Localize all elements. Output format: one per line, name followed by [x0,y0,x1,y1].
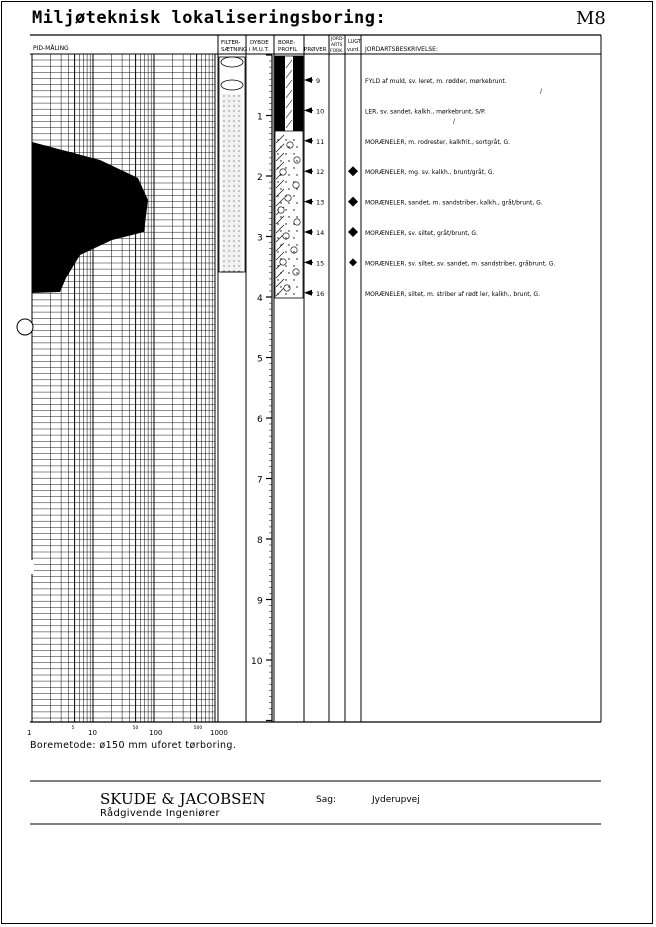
gravel-dot [224,191,225,192]
smell-diamond-icon [348,166,358,176]
gravel-dot [229,166,230,167]
gravel-dot [229,171,230,172]
gravel-dot [239,131,240,132]
stone-icon [278,207,284,213]
sand-dot [285,265,286,266]
sand-dot [293,237,294,238]
gravel-dot [239,141,240,142]
gravel-dot [224,246,225,247]
gravel-dot [229,216,230,217]
sand-dot [296,202,297,203]
gravel-dot [239,111,240,112]
sand-dot [296,272,297,273]
gravel-dot [229,151,230,152]
smell-header-2: vurd. [347,47,360,53]
sand-dot [277,223,278,224]
stone-icon [284,285,290,291]
gravel-dot [224,231,225,232]
gravel-dot [239,241,240,242]
gravel-dot [229,146,230,147]
gravel-dot [224,271,225,272]
gravel-dot [239,101,240,102]
pid-tick-label: 1000 [210,729,228,737]
sample-description: LER, sv. sandet, kalkh., mørkebrunt, S/P. [365,108,486,116]
gravel-dot [234,206,235,207]
sand-dot [277,167,278,168]
gravel-dot [234,221,235,222]
smell-diamond-icon [348,197,358,207]
sand-dot [296,188,297,189]
smell-header-1: LUGT [348,39,361,45]
sample-number: 10 [316,107,325,116]
gravel-dot [224,211,225,212]
gravel-dot [239,136,240,137]
gravel-dot [239,191,240,192]
gravel-dot [229,186,230,187]
gravel-dot [234,186,235,187]
sand-dot [280,230,281,231]
sand-dot [293,209,294,210]
soiltype-header-3: FORK. [330,49,344,54]
gravel-dot [234,111,235,112]
gravel-dot [239,126,240,127]
column-headers [33,36,438,54]
pid-tick-label: 500 [193,726,203,731]
gravel-dot [229,221,230,222]
sand-dot [296,174,297,175]
gravel-dot [239,216,240,217]
sand-dot [285,279,286,280]
sand-dot [288,216,289,217]
sand-dot [285,181,286,182]
gravel-dot [224,156,225,157]
gravel-dot [224,101,225,102]
gravel-dot [239,176,240,177]
sand-dot [277,265,278,266]
stone-icon [293,269,299,275]
sample-description: MORÆNELER, sandet, m. sandstriber, kalkh., gråt/brunt, G. [365,199,543,207]
filter-header-2: SÆTNING [221,47,248,53]
sand-dot [277,293,278,294]
sand-dot [277,153,278,154]
sample-rows [304,77,555,298]
pid-tick-label: 5 [71,726,75,731]
gravel-dot [224,241,225,242]
gravel-dot [224,116,225,117]
gravel-dot [224,106,225,107]
sand-dot [277,181,278,182]
gravel-dot [229,111,230,112]
gravel-dot [224,216,225,217]
gravel-dot [234,131,235,132]
gravel-dot [234,241,235,242]
gravel-dot [239,221,240,222]
gravel-dot [229,191,230,192]
sand-dot [280,188,281,189]
gravel-dot [229,96,230,97]
gravel-dot [229,141,230,142]
sand-dot [280,286,281,287]
gravel-dot [229,256,230,257]
gravel-dot [224,131,225,132]
gravel-dot [239,236,240,237]
gravel-dot [234,246,235,247]
sample-number: 16 [316,289,325,298]
gravel-dot [234,96,235,97]
gravel-dot [239,206,240,207]
depth-header-1: DYBDE [250,40,269,46]
gravel-dot [229,176,230,177]
sand-dot [288,146,289,147]
gravel-dot [224,221,225,222]
sample-number: 14 [316,229,325,237]
gravel-dot [224,261,225,262]
annotation-mark: / [453,118,456,125]
soiltype-header-2: ARTS [331,43,343,48]
sand-dot [280,216,281,217]
gravel-dot [239,116,240,117]
gravel-dot [234,161,235,162]
sand-dot [288,230,289,231]
gravel-dot [234,181,235,182]
gravel-dot [234,191,235,192]
sample-description: MORÆNELER, sv. siltet, gråt/brunt, G. [365,230,478,237]
depth-label: 7 [257,475,263,486]
case-value: Jyderupvej [372,795,420,805]
gravel-dot [239,151,240,152]
gravel-dot [224,141,225,142]
stone-icon [293,182,299,188]
gravel-dot [239,251,240,252]
gravel-dot [239,256,240,257]
sand-dot [277,209,278,210]
gravel-dot [229,206,230,207]
annotation-mark: / [540,88,543,95]
gravel-dot [224,161,225,162]
sand-dot [285,167,286,168]
sand-dot [288,286,289,287]
sample-number: 11 [316,137,325,146]
sand-dot [285,195,286,196]
gravel-dot [234,176,235,177]
gravel-dot [234,121,235,122]
sample-description: MORÆNELER, siltet, m. striber af rødt ler, kalkh., brunt, G. [365,290,540,298]
sand-dot [285,209,286,210]
depth-label: 4 [257,294,263,304]
pid-axis-labels [27,725,228,737]
gravel-dot [239,211,240,212]
stone-icon [294,219,300,225]
sand-dot [296,244,297,245]
pid-header: PID-MÅLING [33,45,69,52]
sand-dot [285,293,286,294]
gravel-dot [224,96,225,97]
gravel-dot [234,226,235,227]
sand-dot [285,223,286,224]
gravel-dot [234,211,235,212]
gravel-dot [239,261,240,262]
depth-label: 1 [257,112,263,123]
gravel-dot [224,146,225,147]
sand-dot [296,286,297,287]
stone-icon [280,169,286,175]
gravel-dot [239,246,240,247]
sand-dot [296,258,297,259]
depth-label: 5 [257,354,263,365]
gravel-dot [234,101,235,102]
gravel-dot [224,136,225,137]
sand-dot [293,251,294,252]
gravel-dot [229,121,230,122]
sand-dot [288,272,289,273]
company-name: SKUDE & JACOBSEN [100,790,266,808]
gravel-dot [224,251,225,252]
gravel-dot [229,116,230,117]
pid-tick-label: 1 [27,729,32,737]
pid-indicator-icon [17,319,33,335]
pid-tick-label: 100 [149,729,163,737]
sample-number: 15 [316,259,325,268]
sample-description: MORÆNELER, sv. siltet, sv. sandet, m. sandstriber, gråbrunt, G. [365,260,556,268]
bore-method: Boremetode: ø150 mm uforet tørboring. [30,740,237,751]
gravel-dot [234,146,235,147]
gravel-dot [234,271,235,272]
gravel-dot [234,201,235,202]
gravel-dot [229,241,230,242]
gravel-dot [234,166,235,167]
gravel-dot [224,126,225,127]
gravel-dot [229,211,230,212]
sand-dot [293,223,294,224]
profile-header-2: PROFIL [278,47,298,53]
gravel-dot [229,261,230,262]
gravel-dot [224,166,225,167]
gravel-dot [234,236,235,237]
gravel-dot [224,151,225,152]
gravel-dot [239,156,240,157]
depth-axis [251,55,272,722]
gravel-dot [239,96,240,97]
stone-icon [287,142,293,148]
profile-header-1: BORE- [278,40,296,46]
filter-cap-icon [221,57,243,67]
gravel-dot [239,166,240,167]
sand-dot [277,237,278,238]
depth-label: 3 [257,233,263,244]
gravel-dot [239,106,240,107]
sand-dot [280,160,281,161]
gravel-dot [229,136,230,137]
sand-dot [296,216,297,217]
sand-dot [296,146,297,147]
filter-cap-icon [221,80,243,90]
gravel-dot [234,171,235,172]
sand-dot [293,195,294,196]
gravel-dot [234,251,235,252]
gravel-dot [239,186,240,187]
gravel-dot [234,196,235,197]
gravel-dot [229,131,230,132]
gravel-dot [229,196,230,197]
gravel-dot [239,171,240,172]
gravel-dot [224,176,225,177]
gravel-dot [239,181,240,182]
depth-header-2: i M.U.T. [249,47,269,53]
gravel-dot [239,271,240,272]
smell-diamond-icon [348,227,358,237]
sand-dot [293,279,294,280]
pid-tick-label: 10 [88,729,97,737]
gravel-dot [229,156,230,157]
gravel-dot [239,121,240,122]
gravel-dot [234,116,235,117]
profile-fill-topsoil [275,56,285,131]
gravel-dot [229,271,230,272]
sand-dot [280,258,281,259]
gravel-dot [229,181,230,182]
sand-dot [285,251,286,252]
gravel-dot [234,141,235,142]
gravel-dot [239,201,240,202]
sand-dot [288,202,289,203]
sand-dot [293,265,294,266]
gravel-dot [234,231,235,232]
gravel-dot [229,246,230,247]
gravel-dot [239,231,240,232]
gravel-dot [224,226,225,227]
description-header: JORDARTSBESKRIVELSE: [365,46,438,53]
gravel-dot [224,171,225,172]
depth-label: 9 [257,596,263,607]
sample-description: MORÆNELER, mg. sv. kalkh., brunt/gråt, G. [365,169,495,177]
sand-dot [288,258,289,259]
sand-dot [277,195,278,196]
sand-dot [277,139,278,140]
sample-description: FYLD af muld, sv. leret, m. rødder, mørkebrunt. [365,78,507,85]
sand-dot [288,188,289,189]
depth-label: 8 [257,536,263,546]
gravel-dot [224,266,225,267]
sample-number: 13 [316,198,325,207]
gravel-dot [224,206,225,207]
gravel-dot [234,126,235,127]
samples-header: PRØVER [304,47,327,53]
sample-description: MORÆNELER, m. rodrester, kalkfrit., sortgråt, G. [365,138,511,146]
filter-header-1: FILTER- [221,40,241,46]
gravel-dot [234,156,235,157]
sand-dot [288,160,289,161]
gravel-dot [234,216,235,217]
sample-number: 12 [316,168,325,177]
sand-dot [277,279,278,280]
gravel-dot [229,161,230,162]
gravel-dot [229,236,230,237]
sand-dot [280,174,281,175]
sand-dot [280,244,281,245]
gravel-dot [239,226,240,227]
stone-icon [280,259,286,265]
gravel-dot [234,266,235,267]
sand-dot [280,202,281,203]
sample-number: 9 [316,77,321,85]
grid-gap-mark [26,560,34,574]
depth-label: 6 [257,415,263,425]
gravel-dot [234,256,235,257]
page-title: Miljøteknisk lokaliseringsboring: [32,8,387,28]
sand-dot [296,160,297,161]
soiltype-header-1: JORD- [331,37,345,42]
gravel-dot [234,261,235,262]
smell-diamond-icon [349,258,357,266]
gravel-dot [239,146,240,147]
gravel-dot [229,101,230,102]
sheet-id: M8 [576,8,606,29]
sand-dot [288,174,289,175]
gravel-dot [229,106,230,107]
sand-dot [285,153,286,154]
sand-dot [293,139,294,140]
gravel-dot [229,226,230,227]
sand-dot [277,251,278,252]
gravel-dot [239,266,240,267]
gravel-dot [224,201,225,202]
gravel-dot [229,201,230,202]
gravel-dot [229,251,230,252]
sand-dot [296,230,297,231]
case-label: Sag: [316,795,336,805]
gravel-dot [229,266,230,267]
gravel-dot [234,136,235,137]
depth-label: 2 [257,173,263,183]
sand-dot [288,244,289,245]
gravel-dot [234,106,235,107]
depth-label: 10 [251,657,263,667]
gravel-dot [224,121,225,122]
sand-dot [280,146,281,147]
gravel-dot [229,126,230,127]
gravel-dot [224,256,225,257]
sand-dot [293,293,294,294]
pid-tick-label: 50 [132,726,139,731]
sand-dot [293,153,294,154]
sand-dot [285,139,286,140]
gravel-dot [239,196,240,197]
company-subtitle: Rådgivende Ingeniører [100,808,220,819]
sand-dot [285,237,286,238]
stone-icon [294,157,300,163]
gravel-dot [224,236,225,237]
gravel-dot [239,161,240,162]
sand-dot [293,181,294,182]
gravel-dot [224,181,225,182]
sand-dot [280,272,281,273]
gravel-dot [224,111,225,112]
gravel-dot [224,196,225,197]
gravel-dot [229,231,230,232]
gravel-dot [224,186,225,187]
gravel-dot [234,151,235,152]
profile-fill-clay [293,56,303,131]
sand-dot [293,167,294,168]
